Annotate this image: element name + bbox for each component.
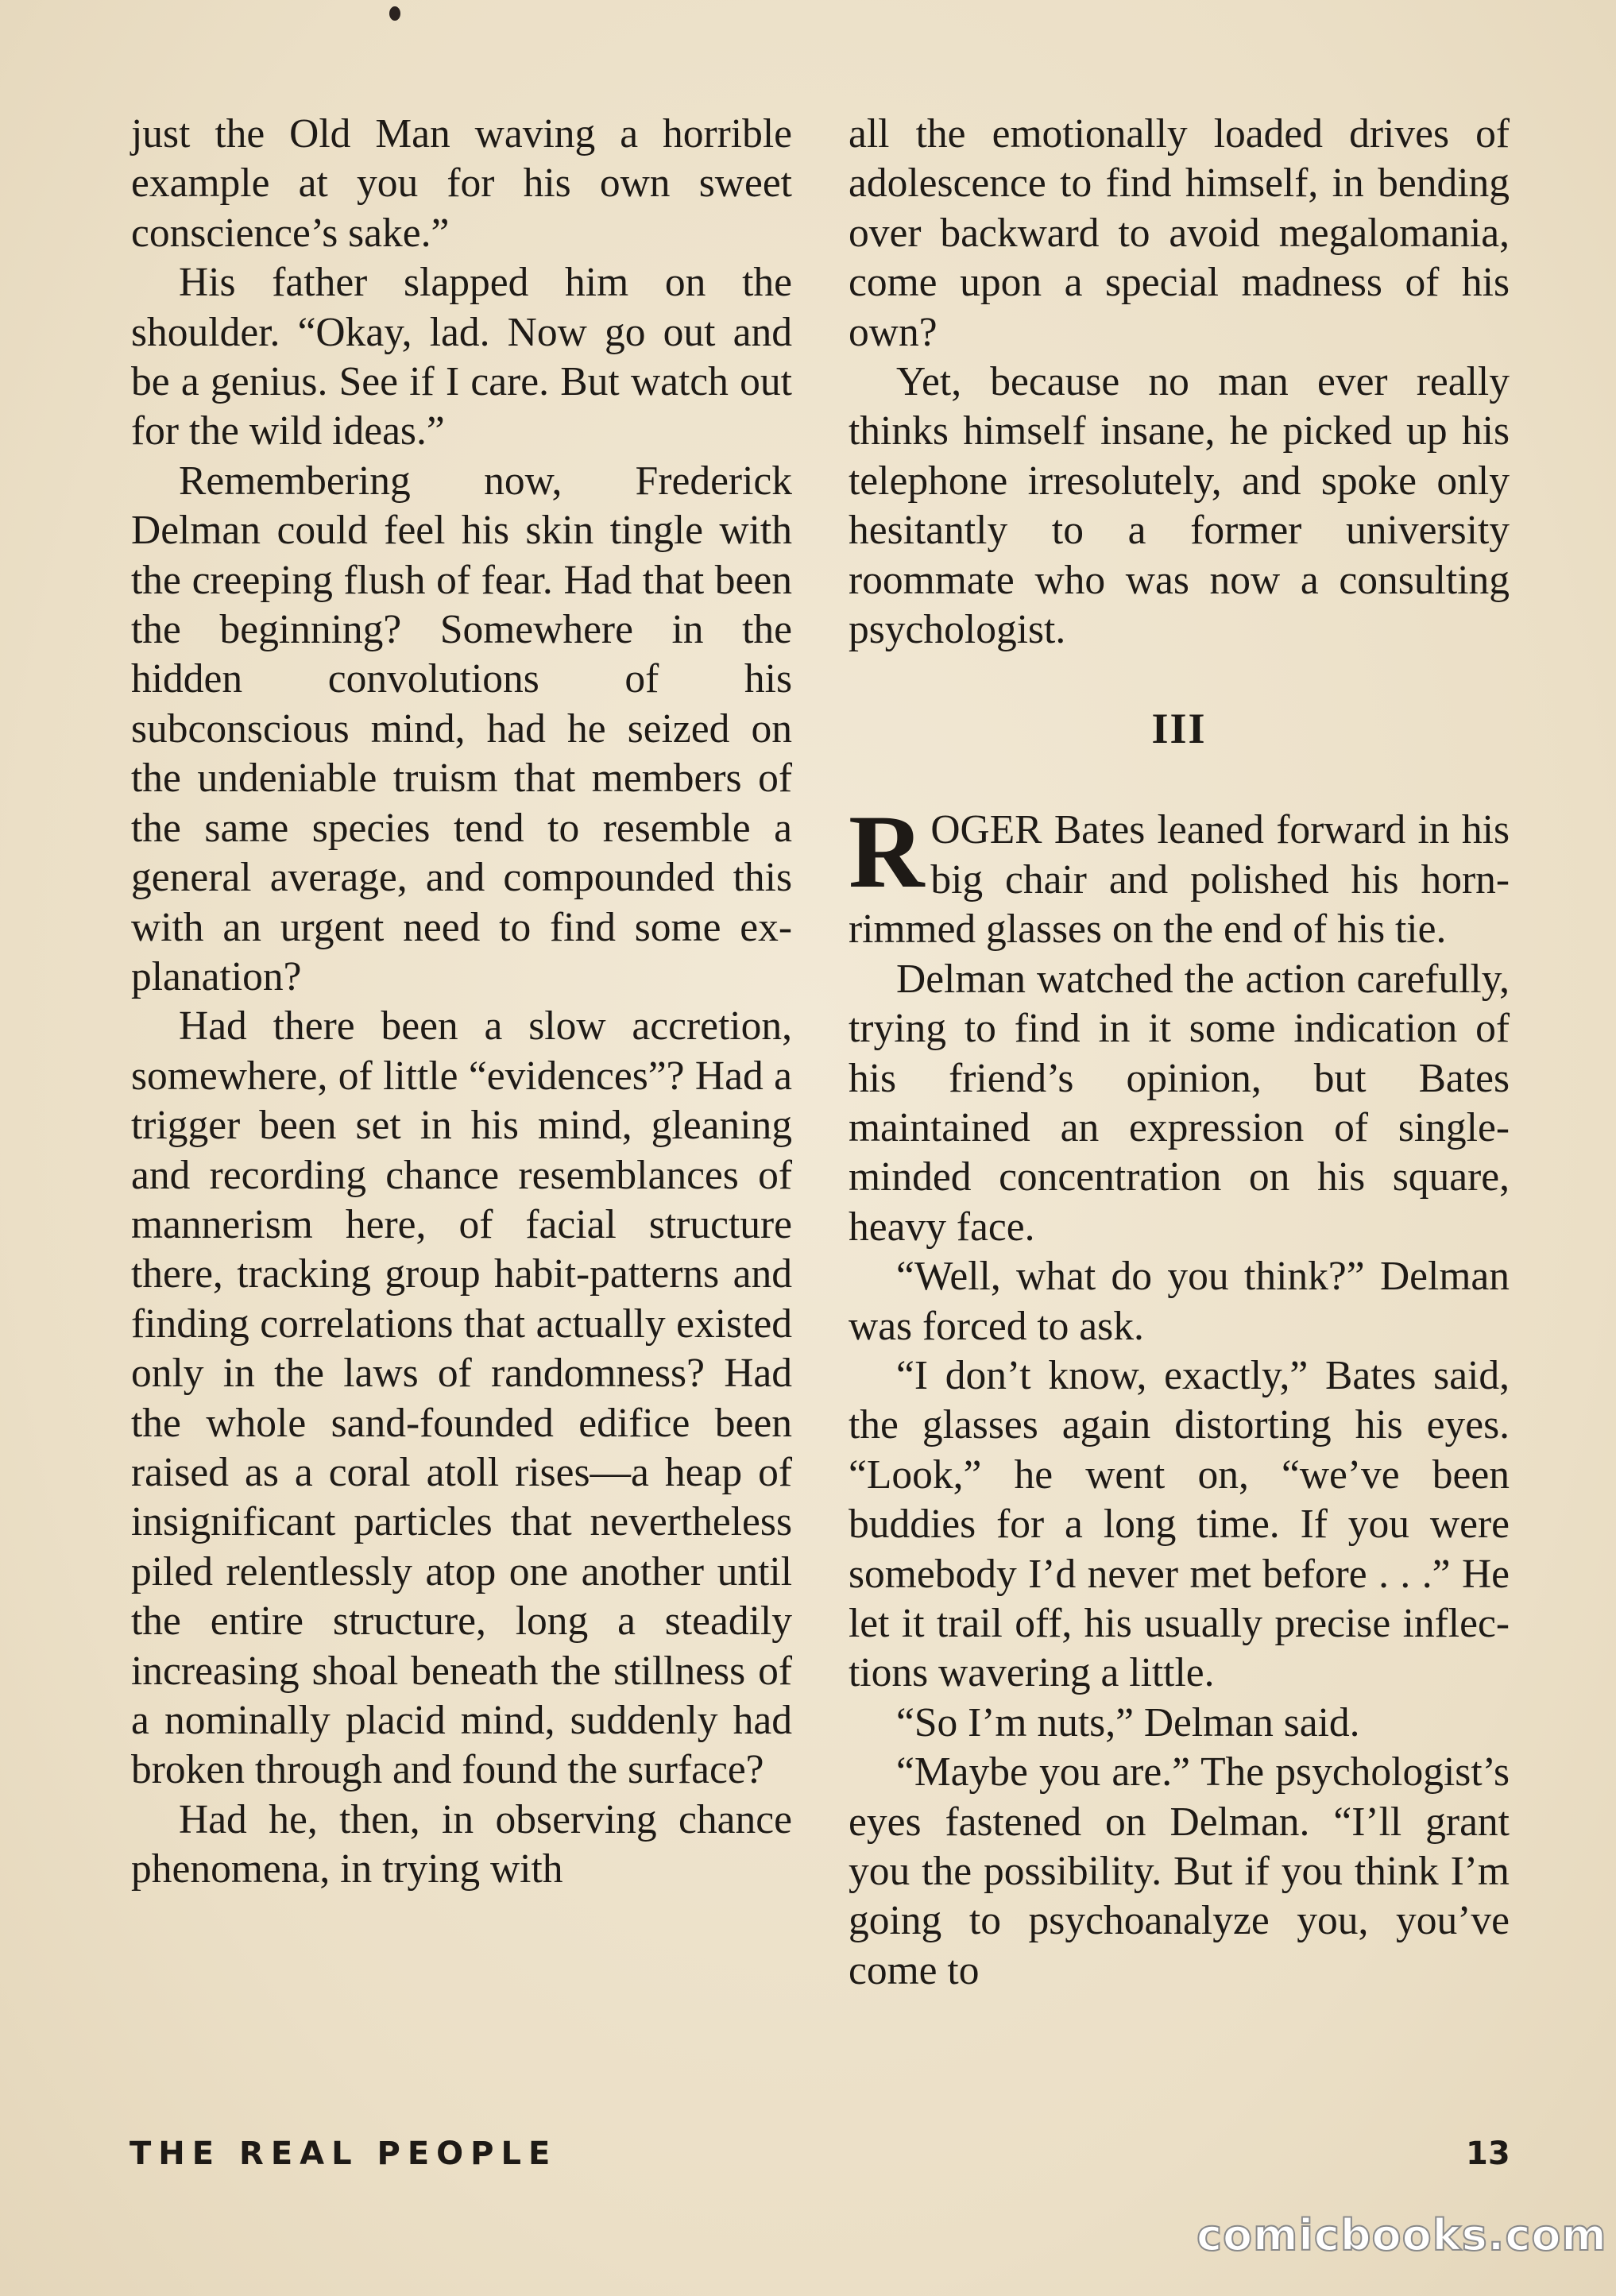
section-heading: III bbox=[1151, 705, 1207, 753]
paragraph: just the Old Man waving a horrible example at you for his own sweet conscience’s sake.” bbox=[131, 111, 792, 256]
dropcap-paragraph bbox=[849, 793, 1510, 954]
site-watermark: comicbooks.com bbox=[1197, 2210, 1607, 2260]
paragraph: “Well, what do you think?” Delman was forced to ask. bbox=[849, 1254, 1510, 1349]
paragraph: His father slapped him on the shoulder. “Okay, lad. Now go out and be a genius. See if I care. But watch out for the wild ideas.” bbox=[131, 260, 792, 454]
left-text-column bbox=[131, 110, 792, 1895]
paragraph: “I don’t know, exactly,” Bates said, the glasses again distorting his eyes. “Look,” he went on, “we’ve been buddies for a long time. If you were somebody I’d never met before . . .” He let it trail off, his usually precise inflections wavering a little. bbox=[849, 1352, 1510, 1696]
paragraph: Had there been a slow accretion, somewhere, of little “evidences”? Had a trigger been set in his mind, gleaning and recording chance resemblances of mannerism here, of facial structure there, tracking group habit-patterns and finding correlations that actually existed only in the laws of randomness? Had the whole sand-founded edifice been raised as a coral atoll rises—a heap of insignificant particles that nevertheless piled relentlessly atop one another until the entire structure, long a steadily increasing shoal beneath the stillness of a nominally placid mind, suddenly had broken through and found the surface? bbox=[131, 1003, 792, 1793]
paragraph: “So I’m nuts,” Delman said. bbox=[896, 1699, 1360, 1745]
paragraph-text: OGER Bates leaned forward in his big chair and polished his horn-rimmed glasses on the end of his tie. bbox=[849, 807, 1510, 953]
paragraph: “Maybe you are.” The psychologist’s eyes fastened on Delman. “I’ll grant you the possibility. But if you think I’m going to psychoanalyze you, you’ve come to bbox=[849, 1749, 1510, 1993]
paragraph: Remembering now, Frederick Delman could feel his skin tingle with the creeping flush of fear. Had that been the beginning? Somewhere in the hidden convolutions of his subconscious mind, had he seized on the undeniable truism that members of the same species tend to resemble a general average, and compounded this with an urgent need to find some explanation? bbox=[131, 458, 792, 999]
paragraph: Had he, then, in observing chance phenomena, in trying with bbox=[131, 1796, 792, 1892]
paragraph: all the emotionally loaded drives of adolescence to find himself, in bending over backward to avoid megalomania, come upon a special madness of his own? bbox=[849, 111, 1510, 355]
right-text-column bbox=[849, 110, 1510, 1996]
page-number: 13 bbox=[1466, 2136, 1510, 2172]
ink-speck bbox=[389, 6, 400, 21]
drop-cap-letter: R bbox=[849, 793, 925, 910]
paragraph: Yet, because no man ever really thinks himself insane, he picked up his telephone irresolutely, and spoke only hesitantly to a former university roommate who was now a consulting psychologist. bbox=[849, 359, 1510, 653]
running-footer-title: THE REAL PEOPLE bbox=[130, 2136, 558, 2172]
paragraph: Delman watched the action carefully, trying to find in it some indication of his friend’s opinion, but Bates maintained an expression of single-minded concentration on his square, heavy face. bbox=[849, 956, 1510, 1250]
